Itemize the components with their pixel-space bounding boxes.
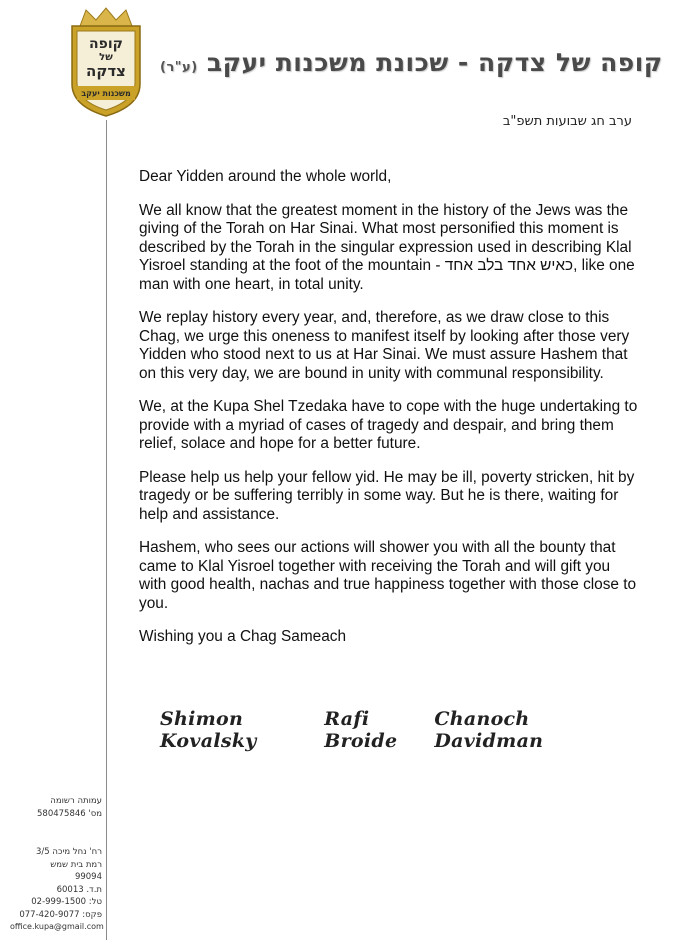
phone: טל: 02-999-1500 bbox=[31, 897, 102, 907]
org-number: מס' 580475846 bbox=[37, 808, 102, 819]
logo-emblem bbox=[66, 6, 146, 118]
postal-code: 99094 bbox=[74, 872, 102, 882]
letter-body bbox=[139, 168, 639, 662]
paragraph-1 bbox=[139, 202, 639, 295]
header-title-text: קופה של צדקה - שכונת משכנות יעקב bbox=[206, 48, 663, 77]
paragraph-1-hebrew-quote: כאיש אחד בלב אחד bbox=[444, 257, 574, 274]
paragraph-2: We replay history every year, and, therefore, as we draw close to this Chag, we urge this oneness to manifest itself by looking after those very Yidden who stood next to us at Har Sinai. We must assure Hashem that on this very day, we are bound in unity with communal responsibility. bbox=[139, 309, 630, 382]
contact-info bbox=[10, 846, 102, 934]
paragraph-1-text-end: , like one man with one heart, in total unity. bbox=[139, 257, 635, 293]
signature-2: Rafi Broide bbox=[324, 708, 398, 752]
logo-line4: משכנות יעקב bbox=[81, 89, 131, 98]
registration-info bbox=[10, 795, 102, 820]
signature-1: Shimon Kovalsky bbox=[160, 708, 257, 752]
address-city: רמת בית שמש bbox=[50, 859, 102, 870]
paragraph-1-text: We all know that the greatest moment in the history of the Jews was the giving of the Torah on Har Sinai. What most personified this moment is described by the Torah in the singular expression used in describing Klal Yisroel standing at the foot of the mountain - bbox=[139, 201, 632, 274]
closing: Wishing you a Chag Sameach bbox=[139, 628, 347, 645]
header-title bbox=[160, 48, 680, 77]
org-type: עמותה רשומה bbox=[50, 796, 102, 806]
letter-date: ערב חג שבועות תשפ"ב bbox=[502, 114, 632, 129]
header-title-abbr: (ע"ר) bbox=[160, 60, 198, 75]
address-street: רח' נחל מיכה 3/5 bbox=[36, 847, 102, 857]
organization-logo bbox=[66, 6, 146, 118]
logo-line2: של bbox=[99, 52, 113, 63]
paragraph-4: Please help us help your fellow yid. He may be ill, poverty stricken, hit by tragedy or be suffering terribly in some way. But he is there, waiting for help and assistance. bbox=[139, 468, 635, 523]
signature-3: Chanoch Davidman bbox=[434, 708, 544, 752]
salutation: Dear Yidden around the whole world, bbox=[139, 168, 392, 185]
signatures bbox=[160, 708, 620, 752]
po-box: ת.ד. 60013 bbox=[56, 884, 102, 895]
email-link[interactable]: office.kupa@gmail.com bbox=[10, 922, 104, 931]
margin-divider bbox=[106, 120, 107, 940]
paragraph-3: We, at the Kupa Shel Tzedaka have to cope with the huge undertaking to provide with a myriad of cases of tragedy and despair, and bring them relief, solace and hope for a better future. bbox=[139, 398, 638, 452]
logo-line1: קופה bbox=[89, 36, 123, 52]
paragraph-5: Hashem, who sees our actions will shower you with all the bounty that came to Klal Yisroel together with receiving the Torah and will gift you with good health, nachas and true happiness together with those close to you. bbox=[139, 539, 637, 612]
logo-line3: צדקה bbox=[86, 62, 126, 80]
fax: פקס: 077-420-9077 bbox=[19, 909, 102, 920]
